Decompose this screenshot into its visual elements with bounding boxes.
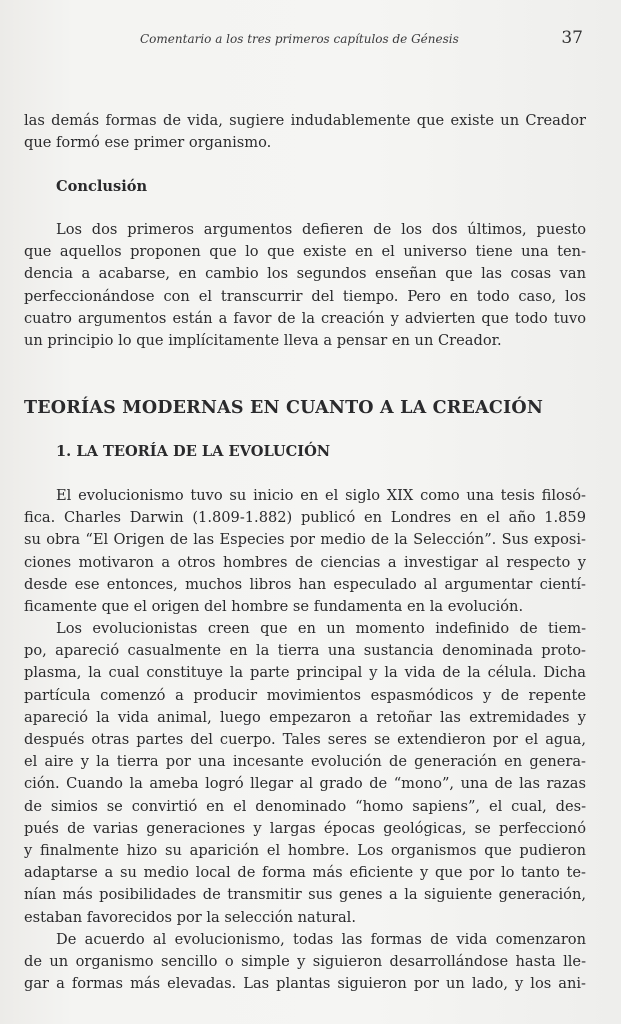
chapter-heading: TEORÍAS MODERNAS EN CUANTO A LA CREACIÓN	[24, 398, 544, 418]
text-line: un principio lo que implícitamente lleva a pensar en un Creador.	[24, 332, 502, 350]
text-line: apareció la vida animal, luego empezaron a retoñar las extremidades y	[24, 708, 586, 726]
text-line: ciones motivaron a otros hombres de ciencias a investigar al respecto y	[24, 553, 586, 571]
text-line: las demás formas de vida, sugiere indudablemente que existe un Creador	[24, 112, 586, 129]
text-line: desde ese entonces, muchos libros han especulado al argumentar cientí-	[24, 575, 586, 593]
text-line: el aire y la tierra por una incesante evolución de generación en genera-	[24, 753, 586, 771]
text-line: después otras partes del cuerpo. Tales seres se extendieron por el agua,	[24, 731, 586, 749]
evolution-paragraph-2	[24, 618, 586, 929]
text-line: partícula comenzó a producir movimientos espasmódicos y de repente	[24, 686, 586, 704]
text-line: fica. Charles Darwin (1.809-1.882) publicó en Londres en el año 1.859	[24, 509, 586, 527]
text-line: plasma, la cual constituye la parte principal y la vida de la célula. Dicha	[24, 664, 586, 682]
text-line: de un organismo sencillo o simple y siguieron desarrollándose hasta lle-	[24, 953, 586, 971]
text-line: El evolucionismo tuvo su inicio en el siglo XIX como una tesis filosó-	[56, 487, 586, 504]
text-line: pués de varias generaciones y largas épocas geológicas, se perfeccionó	[24, 819, 586, 837]
evolution-paragraph-3	[24, 929, 586, 996]
text-line: adaptarse a su medio local de forma más eficiente y que por lo tanto te-	[24, 864, 586, 882]
text-line: su obra “El Origen de las Especies por medio de la Selección”. Sus exposi-	[24, 531, 586, 549]
conclusion-paragraph	[24, 219, 586, 352]
text-line: De acuerdo al evolucionismo, todas las formas de vida comenzaron	[56, 931, 586, 948]
text-line: que formó ese primer organismo.	[24, 134, 272, 152]
text-line: Los dos primeros argumentos defieren de los dos últimos, puesto	[56, 221, 586, 238]
text-line: dencia a acabarse, en cambio los segundos enseñan que las cosas van	[24, 265, 586, 283]
page-number: 37	[561, 28, 583, 48]
evolution-paragraph-1	[24, 485, 586, 618]
text-line: perfeccionándose con el transcurrir del tiempo. Pero en todo caso, los	[24, 287, 586, 305]
text-line: ción. Cuando la ameba logró llegar al grado de “mono”, una de las razas	[24, 775, 586, 793]
text-line: gar a formas más elevadas. Las plantas siguieron por un lado, y los ani-	[24, 975, 586, 993]
running-title: Comentario a los tres primeros capítulos de Génesis	[140, 32, 459, 46]
text-line: Los evolucionistas creen que en un momento indefinido de tiem-	[56, 620, 586, 637]
text-line: ficamente que el origen del hombre se fundamenta en la evolución.	[24, 598, 524, 616]
text-line: cuatro argumentos están a favor de la creación y advierten que todo tuvo	[24, 309, 586, 327]
section-heading: 1. LA TEORÍA DE LA EVOLUCIÓN	[56, 443, 331, 460]
text-line: y finalmente hizo su aparición el hombre. Los organismos que pudieron	[24, 842, 586, 860]
text-line: de simios se convirtió en el denominado “homo sapiens”, el cual, des-	[24, 797, 586, 815]
text-line: estaban favorecidos por la selección natural.	[24, 908, 356, 926]
text-line: po, apareció casualmente en la tierra una sustancia denominada proto-	[24, 642, 586, 660]
continuation-paragraph	[24, 110, 586, 154]
text-line: que aquellos proponen que lo que existe en el universo tiene una ten-	[24, 243, 586, 261]
conclusion-heading: Conclusión	[56, 178, 148, 195]
text-line: nían más posibilidades de transmitir sus genes a la siguiente generación,	[24, 886, 586, 904]
